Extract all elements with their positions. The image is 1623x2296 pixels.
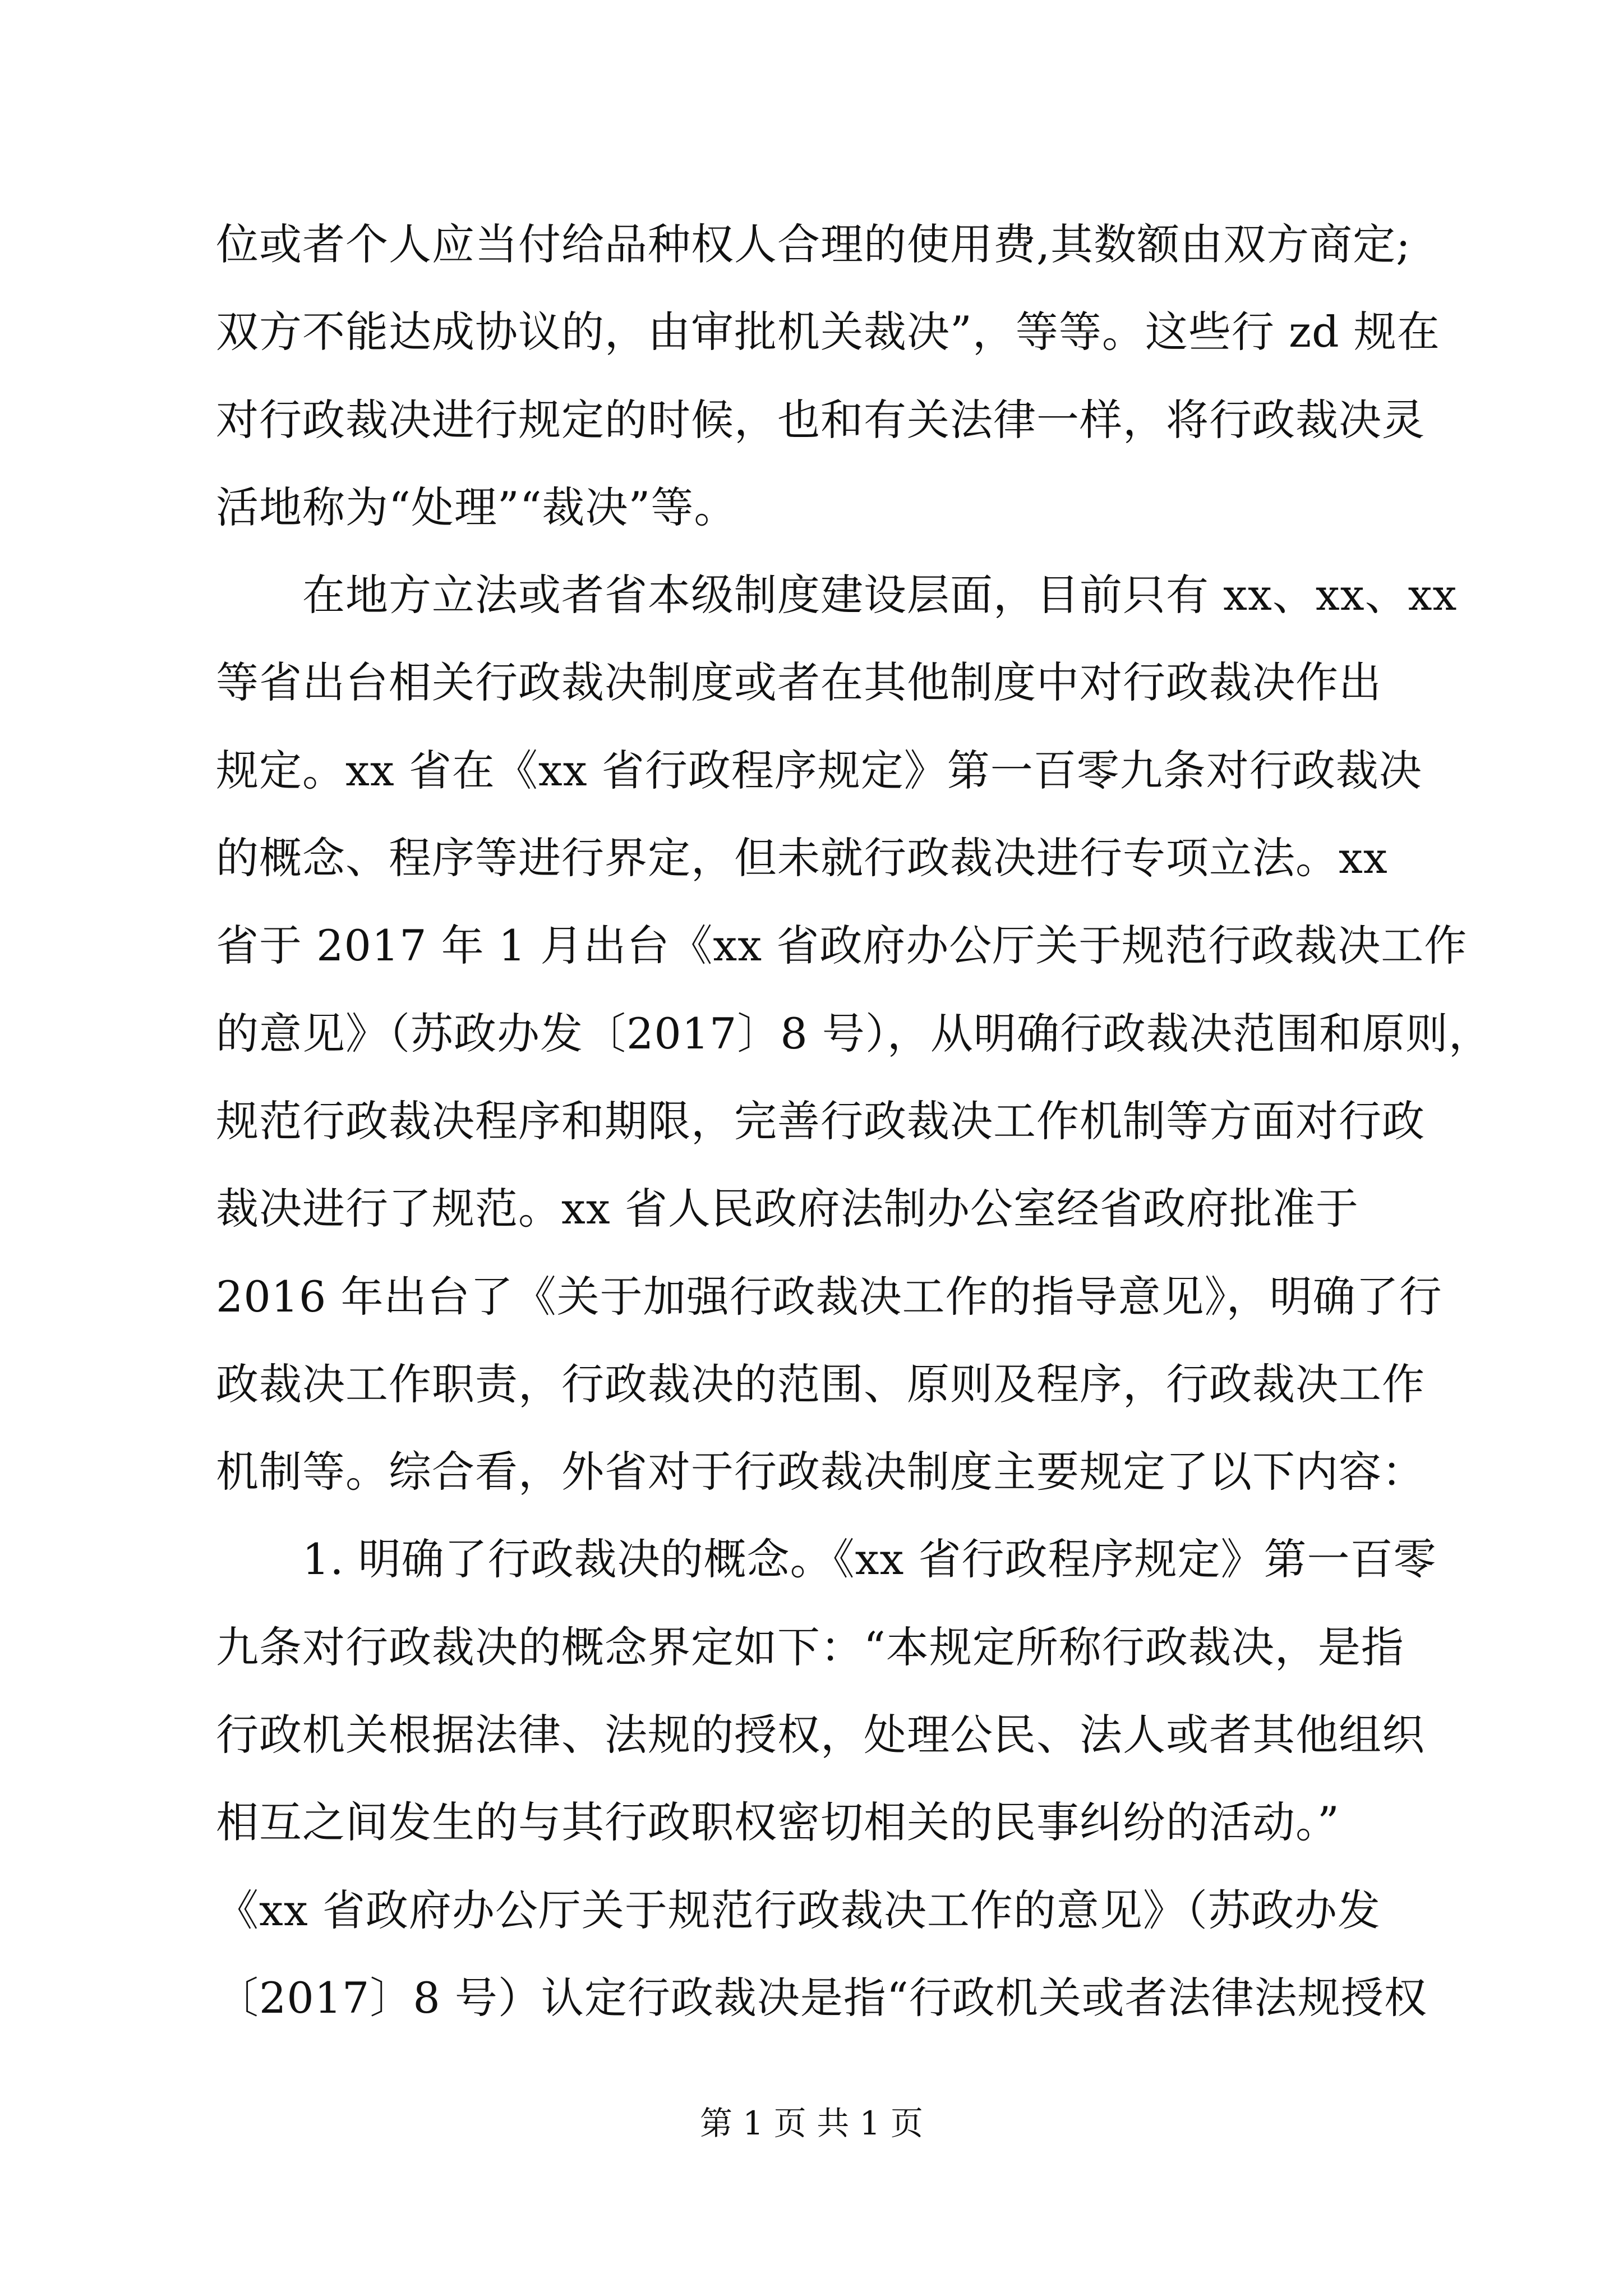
- text-line: 对行政裁决进行规定的时候，也和有关法律一样，将行政裁决灵: [216, 394, 1425, 445]
- text-line: 的意见》（苏政办发〔2017〕8 号），从明确行政裁决范围和原则，: [216, 1008, 1492, 1059]
- text-line: 九条对行政裁决的概念界定如下：“本规定所称行政裁决，是指: [216, 1622, 1404, 1672]
- text-line: 机制等。综合看，外省对于行政裁决制度主要规定了以下内容：: [216, 1447, 1425, 1497]
- text-line: 等省出台相关行政裁决制度或者在其他制度中对行政裁决作出: [216, 657, 1382, 708]
- text-line: 的概念、程序等进行界定，但未就行政裁决进行专项立法。xx: [216, 833, 1388, 884]
- text-line: 〔2017〕8 号）认定行政裁决是指“行政机关或者法律法规授权: [216, 1972, 1427, 2023]
- body-text: [216, 201, 1492, 2042]
- text-line: 省于 2017 年 1 月出台《xx 省政府办公厅关于规范行政裁决工作: [216, 921, 1468, 971]
- text-line: 双方不能达成协议的，由审批机关裁决”，等等。这些行 zd 规在: [216, 307, 1440, 357]
- text-line: 位或者个人应当付给品种权人合理的使用费,其数额由双方商定;: [216, 219, 1411, 269]
- text-line: 相互之间发生的与其行政职权密切相关的民事纠纷的活动。”: [216, 1797, 1340, 1848]
- text-line: 行政机关根据法律、法规的授权，处理公民、法人或者其他组织: [216, 1710, 1425, 1760]
- text-line: 政裁决工作职责，行政裁决的范围、原则及程序，行政裁决工作: [216, 1359, 1425, 1409]
- text-line: 《xx 省政府办公厅关于规范行政裁决工作的意见》（苏政办发: [216, 1885, 1381, 1935]
- text-line: 活地称为“处理”“裁决”等。: [216, 482, 737, 532]
- page-footer: [0, 2101, 1623, 2146]
- text-line: 规定。xx 省在《xx 省行政程序规定》第一百零九条对行政裁决: [216, 745, 1422, 795]
- text-line: 裁决进行了规范。xx 省人民政府法制办公室经省政府批准于: [216, 1184, 1359, 1234]
- text-line: 1. 明确了行政裁决的概念。《xx 省行政程序规定》第一百零: [216, 1534, 1437, 1585]
- text-line: 规范行政裁决程序和期限，完善行政裁决工作机制等方面对行政: [216, 1096, 1425, 1146]
- text-line: 在地方立法或者省本级制度建设层面，目前只有 xx、xx、xx: [216, 570, 1458, 620]
- text-line: 2016 年出台了《关于加强行政裁决工作的指导意见》，明确了行: [216, 1271, 1442, 1322]
- page-number-label: 第 1 页 共 1 页: [700, 2104, 923, 2142]
